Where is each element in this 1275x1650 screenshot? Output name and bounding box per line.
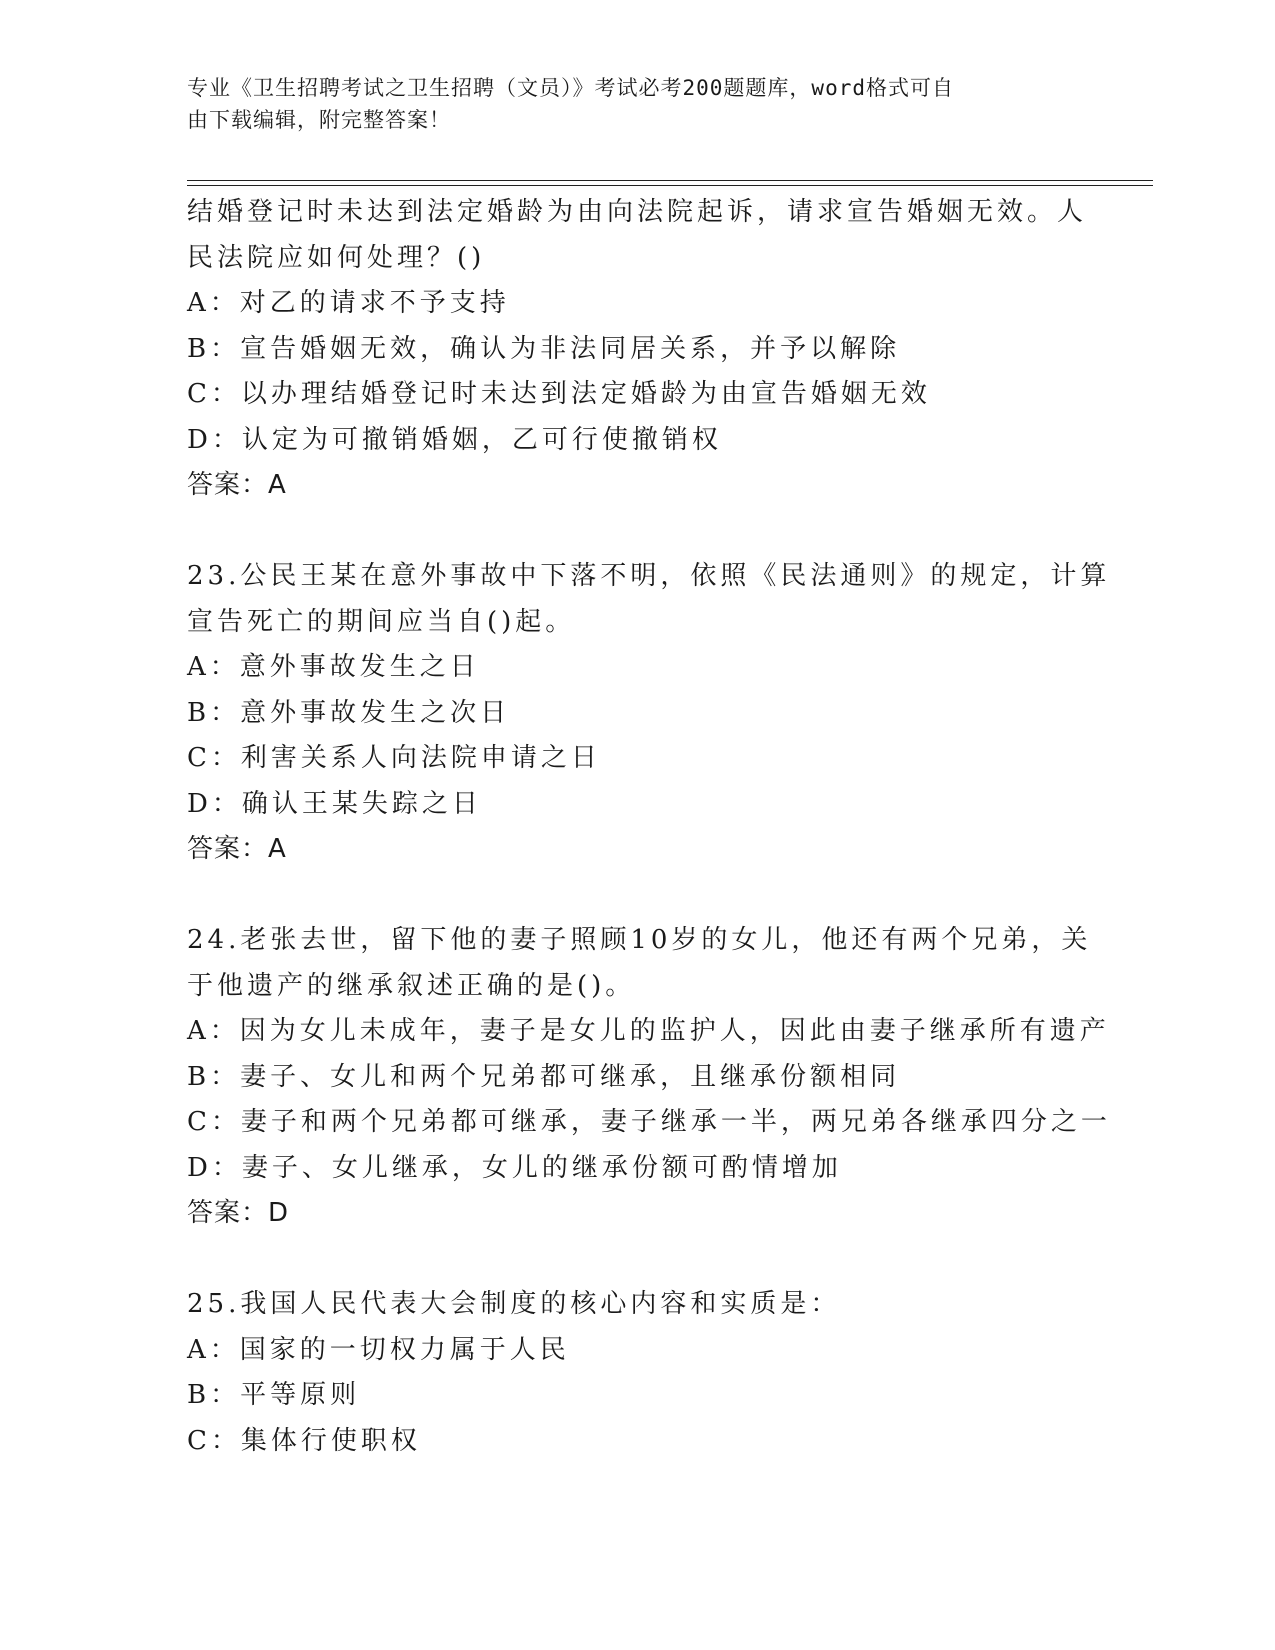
option-a: A：意外事故发生之日 <box>187 652 480 682</box>
document-header <box>187 72 1067 136</box>
question-24 <box>187 918 1111 1237</box>
answer-line: 答案：D <box>187 1198 290 1228</box>
option-c: C：利害关系人向法院申请之日 <box>187 743 601 773</box>
question-25 <box>187 1282 1087 1464</box>
option-c: C：妻子和两个兄弟都可继承，妻子继承一半，两兄弟各继承四分之一 <box>187 1107 1111 1137</box>
option-b: B：平等原则 <box>187 1380 361 1410</box>
answer-line: 答案：A <box>187 834 287 864</box>
option-a: A：因为女儿未成年，妻子是女儿的监护人，因此由妻子继承所有遗产 <box>187 1016 1110 1046</box>
option-d: D：妻子、女儿继承，女儿的继承份额可酌情增加 <box>187 1152 842 1183</box>
question-stem-line: 24.老张去世，留下他的妻子照顾10岁的女儿，他还有两个兄弟，关 <box>187 925 1092 955</box>
answer-line: 答案：A <box>187 470 287 500</box>
question-stem-line: 结婚登记时未达到法定婚龄为由向法院起诉，请求宣告婚姻无效。人 <box>187 197 1088 227</box>
question-stem-line: 于他遗产的继承叙述正确的是()。 <box>187 970 636 1001</box>
option-b: B：妻子、女儿和两个兄弟都可继承，且继承份额相同 <box>187 1061 901 1092</box>
option-b: B：宣告婚姻无效，确认为非法同居关系，并予以解除 <box>187 333 901 364</box>
option-a: A：对乙的请求不予支持 <box>187 288 510 318</box>
option-d: D：确认王某失踪之日 <box>187 788 482 819</box>
question-stem-line: 民法院应如何处理？() <box>187 242 486 273</box>
header-line-2: 由下载编辑，附完整答案！ <box>187 108 451 132</box>
option-b: B：意外事故发生之次日 <box>187 697 511 728</box>
spacer <box>187 873 1087 919</box>
question-list <box>187 190 1111 1464</box>
header-divider-bottom <box>187 185 1153 186</box>
question-stem-line: 宣告死亡的期间应当自()起。 <box>187 606 576 637</box>
question-stem-line: 23.公民王某在意外事故中下落不明，依照《民法通则》的规定，计算 <box>187 561 1111 591</box>
option-d: D：认定为可撤销婚姻，乙可行使撤销权 <box>187 424 722 455</box>
spacer <box>187 1237 1087 1283</box>
question-23 <box>187 554 1111 873</box>
option-c: C：集体行使职权 <box>187 1425 421 1456</box>
option-c: C：以办理结婚登记时未达到法定婚龄为由宣告婚姻无效 <box>187 379 931 409</box>
spacer <box>187 509 1087 555</box>
header-line-1: 专业《卫生招聘考试之卫生招聘（文员）》考试必考200题题库，word格式可自 <box>187 76 954 100</box>
header-divider-top <box>187 180 1153 181</box>
option-a: A：国家的一切权力属于人民 <box>187 1334 570 1365</box>
question-22 <box>187 190 1087 509</box>
question-stem-line: 25.我国人民代表大会制度的核心内容和实质是： <box>187 1289 841 1319</box>
